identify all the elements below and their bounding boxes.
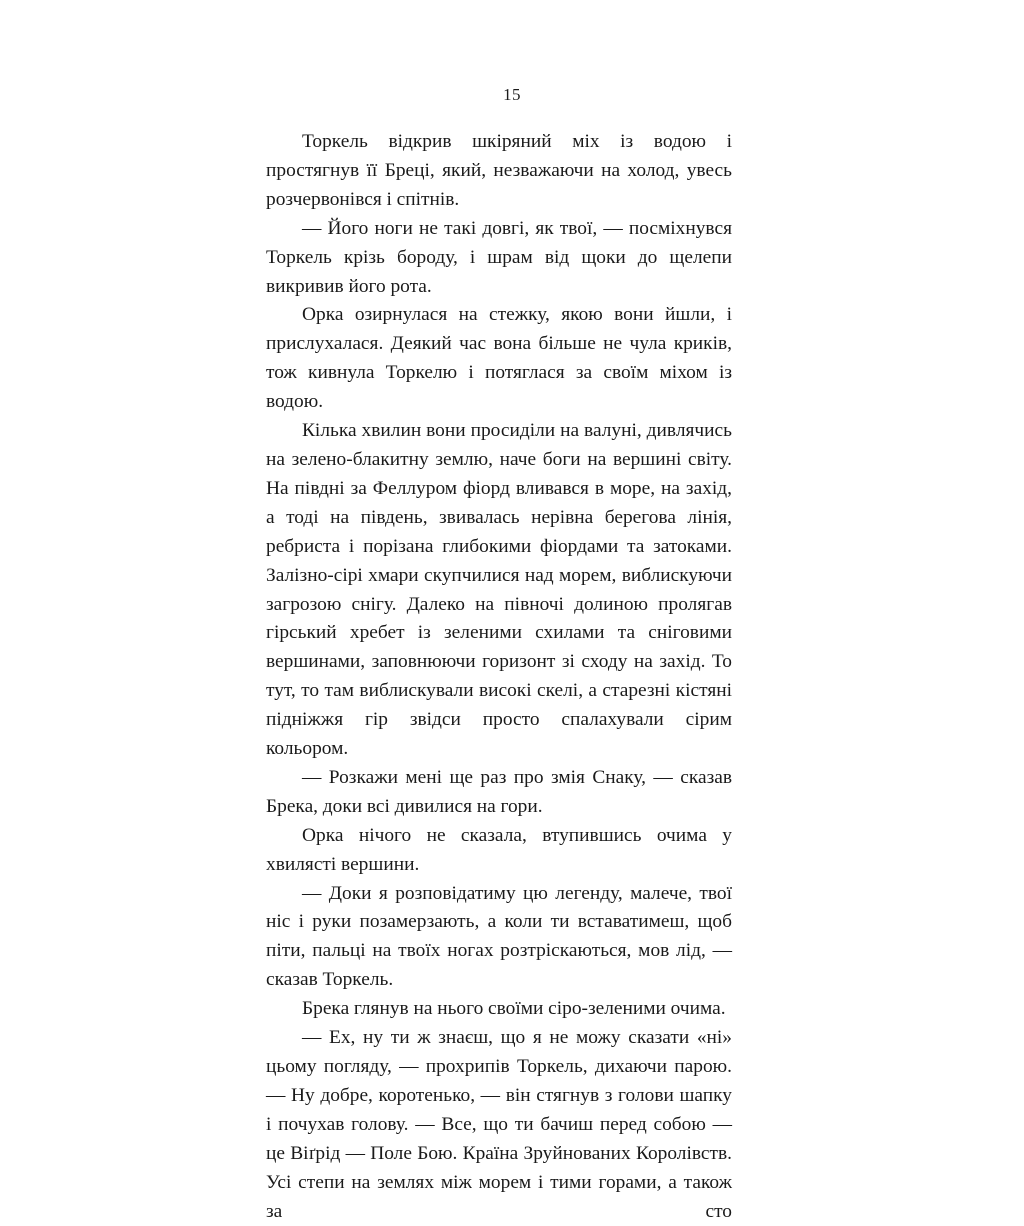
- paragraph: — Доки я розповідатиму цю легенду, малече, твої ніс і руки позамерзають, а коли ти вставатимеш, щоб піти, пальці на твоїх ногах розтріскаються, мов лід, — сказав Торкель.: [266, 882, 732, 991]
- paragraph: — Ех, ну ти ж знаєш, що я не можу сказати «ні» цьому погляду, — прохрипів Торкель, дихаючи парою. — Ну добре, коротенько, — він стягнув з голови шапку і почухав голову. — Все, що ти бачиш перед собою — це Віґрід — Поле Бою. Країна Зруйнованих Королівств. Усі степи на землях між морем і тими горами, а також за сто: [266, 1027, 732, 1222]
- paragraph: Кілька хвилин вони просиділи на валуні, дивлячись на зелено-блакитну землю, наче боги на вершині світу. На півдні за Феллуром фіорд вливався в море, на захід, а тоді на південь, звивалась нерівна берегова лінія, ребриста і порізана глибокими фіордами та затоками. Залізно-сірі хмари скупчилися над морем, виблискуючи загрозою снігу. Далеко на півночі долиною пролягав гірський хребет із зеленими схилами та сніговими вершинами, заповнюючи горизонт зі сходу на захід. То тут, то там виблискували високі скелі, а старезні кістяні підніжжя гір звідси просто спалахували сірим кольором.: [266, 420, 732, 760]
- page-number: 15: [503, 85, 521, 104]
- paragraph: Орка нічого не сказала, втупившись очима у хвилясті вершини.: [266, 824, 732, 875]
- paragraph: Брека глянув на нього своїми сіро-зеленими очима.: [302, 998, 726, 1020]
- paragraph: — Розкажи мені ще раз про змія Снаку, — сказав Брека, доки всі дивилися на гори.: [266, 766, 732, 817]
- paragraph: Орка озирнулася на стежку, якою вони йшли, і прислухалася. Деякий час вона більше не чула криків, тож кивнула Торкелю і потяглася за своїм міхом із водою.: [266, 304, 732, 413]
- text-block: [266, 128, 732, 1226]
- paragraph: — Його ноги не такі довгі, як твої, — посміхнувся Торкель крізь бороду, і шрам від щоки до щелепи викривив його рота.: [266, 217, 732, 297]
- paragraph: Торкель відкрив шкіряний міх із водою і простягнув її Бреці, який, незважаючи на холод, увесь розчервонівся і спітнів.: [266, 131, 732, 210]
